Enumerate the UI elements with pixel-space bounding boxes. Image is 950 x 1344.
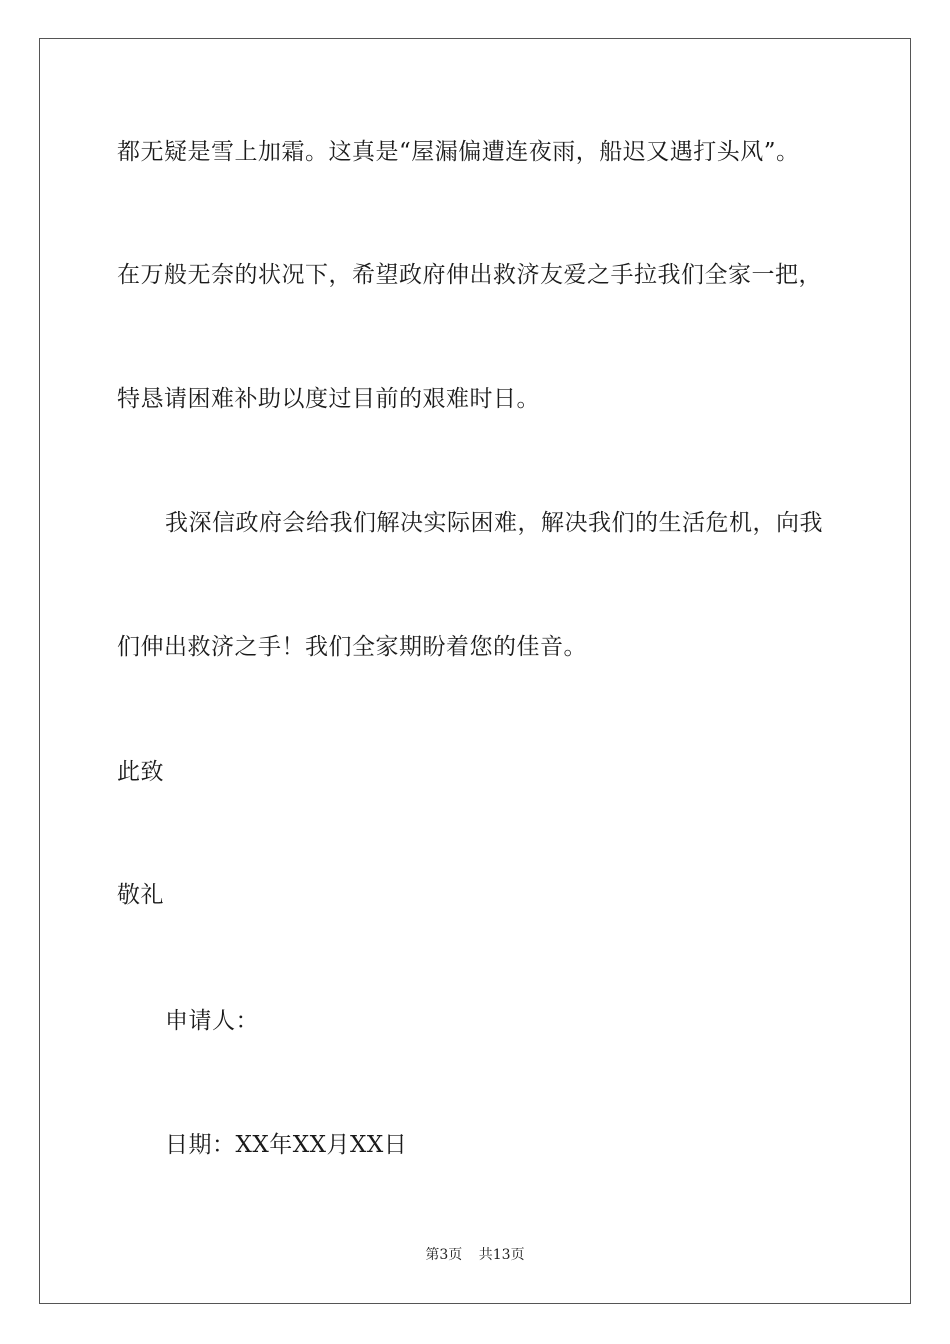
closing-regards: 敬礼 <box>117 882 164 908</box>
closing-salutation: 此致 <box>117 759 164 785</box>
page-footer <box>0 1246 950 1264</box>
body-line-2: 在万般无奈的状况下，希望政府伸出救济友爱之手拉我们全家一把， <box>117 262 822 288</box>
page-number-current: 第3页 <box>425 1247 463 1263</box>
body-line-3: 特恳请困难补助以度过目前的艰难时日。 <box>117 386 540 412</box>
page-number-total: 共13页 <box>478 1247 525 1263</box>
body-line-1: 都无疑是雪上加霜。这真是“屋漏偏遭连夜雨，船迟又遇打头风”。 <box>117 139 800 165</box>
page-frame <box>39 38 911 1304</box>
body-line-5: 们伸出救济之手！我们全家期盼着您的佳音。 <box>117 634 587 660</box>
body-line-4: 我深信政府会给我们解决实际困难，解决我们的生活危机，向我 <box>165 510 823 536</box>
date-line: 日期：XX年XX月XX日 <box>165 1132 408 1158</box>
applicant-label: 申请人： <box>165 1008 259 1034</box>
